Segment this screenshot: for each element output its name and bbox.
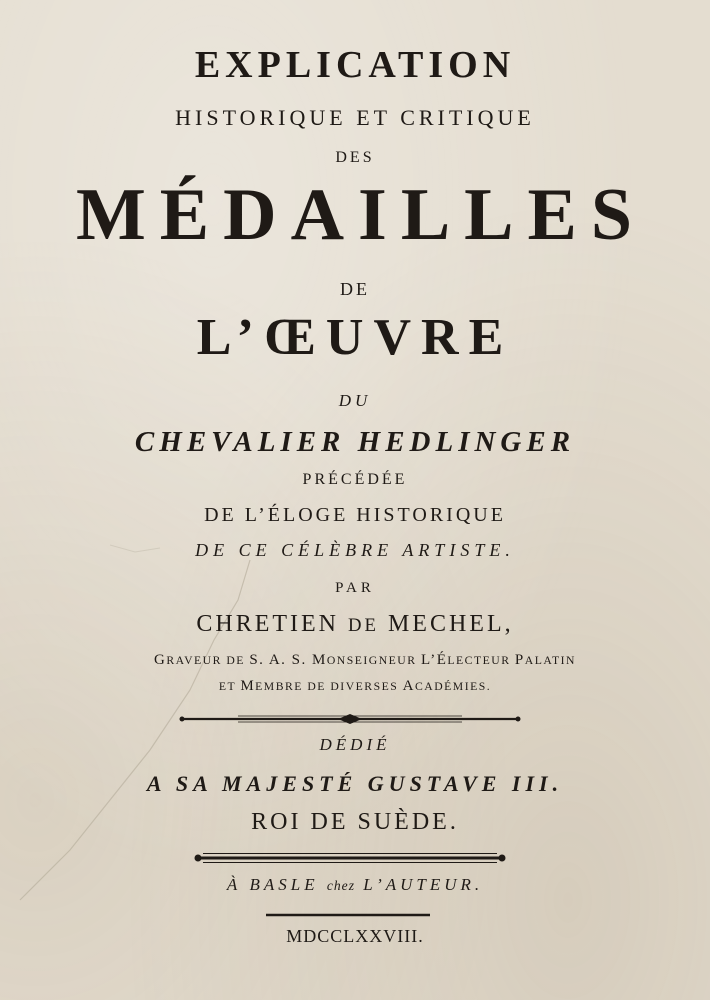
title-line-eloge-historique: DE L’ÉLOGE HISTORIQUE xyxy=(204,504,506,526)
dedicatee-title: ROI DE SUÈDE. xyxy=(251,809,459,835)
author-first-name: CHRETIEN xyxy=(196,611,340,637)
title-line-loeuvre: L’ŒUVRE xyxy=(196,309,514,366)
smallcaps-cademies: CADÉMIES. xyxy=(414,680,492,693)
cap-a: A xyxy=(402,678,415,694)
publication-date: MDCCLXXVIII. xyxy=(286,926,424,946)
ornamental-rule-1 xyxy=(178,713,522,725)
smallcaps-alatin: ALATIN xyxy=(524,654,576,667)
text-le: L’É xyxy=(420,652,448,668)
author-title-line-graveur xyxy=(10,653,710,668)
plain-rule xyxy=(266,912,430,918)
smallcaps-embre: EMBRE DE DIVERSES xyxy=(255,680,403,693)
title-line-explication: EXPLICATION xyxy=(194,44,516,86)
title-line-historique-et-critique: HISTORIQUE ET CRITIQUE xyxy=(175,105,535,130)
author-title-line-membre xyxy=(0,679,710,694)
imprint-publisher: L’AUTEUR. xyxy=(363,875,484,894)
smallcaps-et: ET xyxy=(218,680,241,693)
smallcaps-lecteur: LECTEUR xyxy=(447,654,515,667)
smallcaps-onseigneur: ONSEIGNEUR xyxy=(326,654,421,667)
title-line-precedee: PRÉCÉDÉE xyxy=(302,471,408,488)
dedicatee: A SA MAJESTÉ GUSTAVE III. xyxy=(146,771,564,796)
title-line-des: DES xyxy=(335,149,375,166)
dedication-label: DÉDIÉ xyxy=(319,735,391,754)
imprint-line xyxy=(0,876,710,893)
title-line-celebre-artiste: DE CE CÉLÈBRE ARTISTE. xyxy=(195,540,515,560)
text-sas-m: S. A. S. M xyxy=(249,652,327,668)
imprint-chez: chez xyxy=(326,878,355,893)
title-line-de: DE xyxy=(340,279,370,299)
author-particle: DE xyxy=(348,615,379,636)
smallcaps-raveur: RAVEUR DE xyxy=(166,654,250,667)
cap-p: P xyxy=(514,652,525,668)
title-line-par: PAR xyxy=(335,580,375,596)
title-line-chevalier-hedlinger: CHEVALIER HEDLINGER xyxy=(134,426,576,458)
title-line-du: DU xyxy=(338,391,372,410)
cap-g: G xyxy=(154,652,167,668)
cap-m: M xyxy=(240,678,256,694)
author-name-line xyxy=(0,612,710,636)
ornamental-rule-2 xyxy=(193,851,507,865)
author-surname: MECHEL, xyxy=(387,611,514,637)
imprint-place: À BASLE xyxy=(226,875,319,894)
title-line-medailles: MÉDAILLES xyxy=(75,174,647,256)
